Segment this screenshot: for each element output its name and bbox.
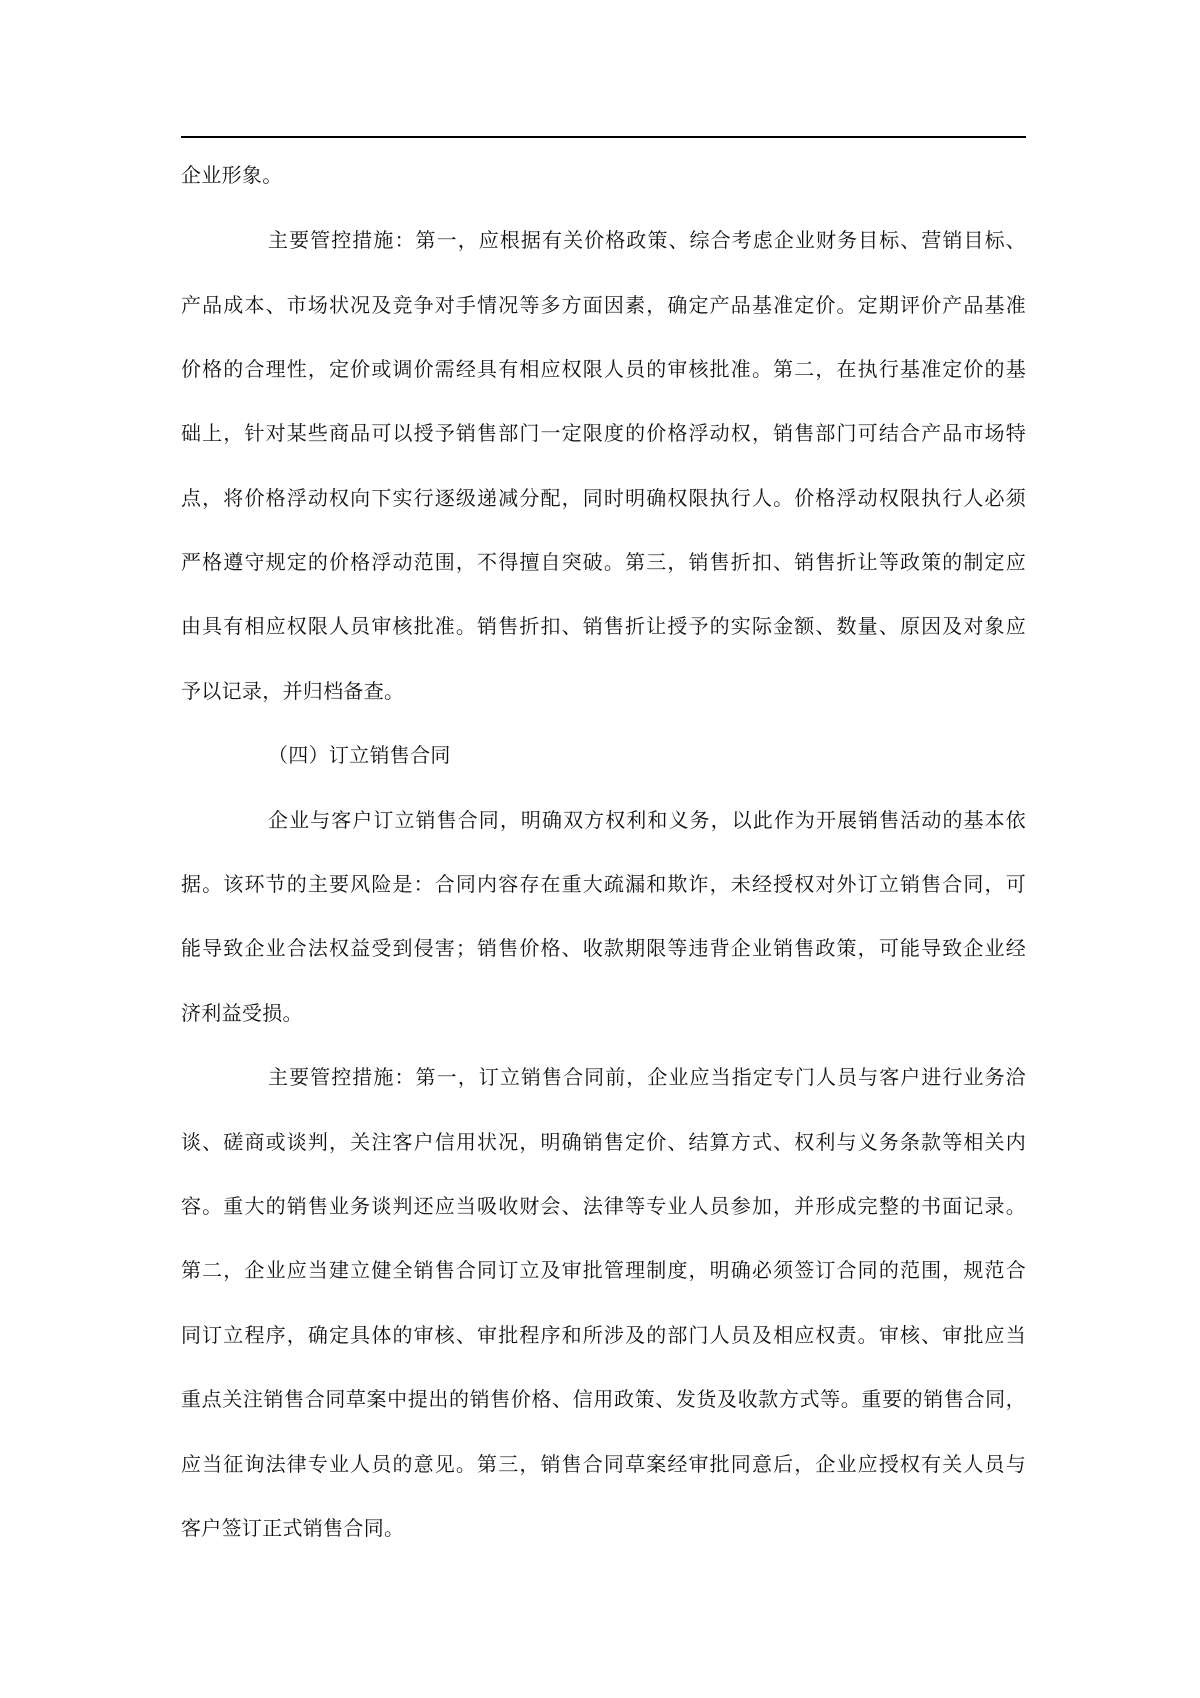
paragraph-line: 企业与客户订立销售合同，明确双方权利和义务，以此作为开展销售活动的基本依 (268, 808, 1026, 832)
header-rule (181, 136, 1026, 138)
paragraph-line: 主要管控措施：第一，订立销售合同前，企业应当指定专门人员与客户进行业务洽 (268, 1065, 1026, 1089)
paragraph-line: 础上，针对某些商品可以授予销售部门一定限度的价格浮动权，销售部门可结合产品市场特 (181, 421, 1026, 445)
paragraph-line: 容。重大的销售业务谈判还应当吸收财会、法律等专业人员参加，并形成完整的书面记录。 (181, 1194, 1026, 1218)
paragraph-line: 同订立程序，确定具体的审核、审批程序和所涉及的部门人员及相应权责。审核、审批应当 (181, 1323, 1026, 1347)
paragraph-line: 主要管控措施：第一，应根据有关价格政策、综合考虑企业财务目标、营销目标、 (268, 228, 1026, 252)
paragraph-line: 应当征询法律专业人员的意见。第三，销售合同草案经审批同意后，企业应授权有关人员与 (181, 1452, 1026, 1476)
paragraph-line: 能导致企业合法权益受到侵害；销售价格、收款期限等违背企业销售政策，可能导致企业经 (181, 936, 1026, 960)
paragraph-line: 重点关注销售合同草案中提出的销售价格、信用政策、发货及收款方式等。重要的销售合同， (181, 1387, 1026, 1411)
paragraph-line: 点，将价格浮动权向下实行逐级递减分配，同时明确权限执行人。价格浮动权限执行人必须 (181, 486, 1026, 510)
paragraph-line: 据。该环节的主要风险是：合同内容存在重大疏漏和欺诈，未经授权对外订立销售合同，可 (181, 872, 1026, 896)
paragraph-line: 严格遵守规定的价格浮动范围，不得擅自突破。第三，销售折扣、销售折让等政策的制定应 (181, 550, 1026, 574)
paragraph-line: 第二，企业应当建立健全销售合同订立及审批管理制度，明确必须签订合同的范围，规范合 (181, 1258, 1026, 1282)
paragraph-line: 由具有相应权限人员审核批准。销售折扣、销售折让授予的实际金额、数量、原因及对象应 (181, 614, 1026, 638)
paragraph-line: 谈、磋商或谈判，关注客户信用状况，明确销售定价、结算方式、权利与义务条款等相关内 (181, 1130, 1026, 1154)
paragraph-line: 予以记录，并归档备查。 (181, 679, 405, 703)
paragraph-line: 客户签订正式销售合同。 (181, 1516, 405, 1540)
paragraph-line: 企业形象。 (181, 163, 283, 187)
paragraph-line: 价格的合理性，定价或调价需经具有相应权限人员的审核批准。第二，在执行基准定价的基 (181, 357, 1026, 381)
paragraph-line: 产品成本、市场状况及竞争对手情况等多方面因素，确定产品基准定价。定期评价产品基准 (181, 293, 1026, 317)
section-heading: （四）订立销售合同 (268, 743, 451, 767)
paragraph-line: 济利益受损。 (181, 1001, 303, 1025)
